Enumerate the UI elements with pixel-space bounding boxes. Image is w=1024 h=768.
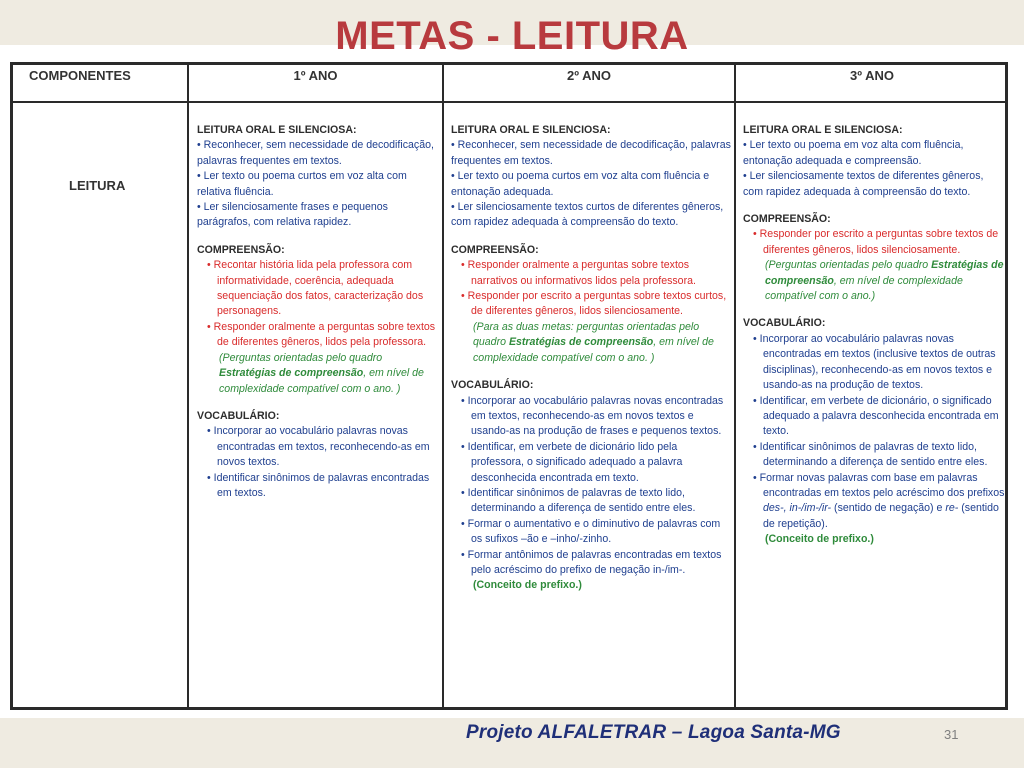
section-vocabulario: VOCABULÁRIO: [197, 409, 280, 422]
list-item: • Formar antônimos de palavras encontradas em textos pelo acréscimo do prefixo de negação in-/im-. [461, 548, 722, 576]
component-leitura: LEITURA [69, 178, 126, 193]
section-vocabulario: VOCABULÁRIO: [451, 379, 534, 392]
list-item: • Responder por escrito a perguntas sobre textos curtos, de diferentes gêneros, lidos silenciosamente. [461, 290, 727, 318]
list-item: • Identificar, em verbete de dicionário lido pela professora, o significado adequado a palavra desconhecida encontrada em texto. [461, 440, 683, 484]
note: (Perguntas orientadas pelo quadro Estratégias de compreensão, em nível de complexidade compatível com o ano. ) [219, 351, 424, 395]
list-item: • Ler silenciosamente textos de diferentes gêneros, com rapidez adequada à compreensão do texto. [743, 170, 984, 198]
list-item: • Reconhecer, sem necessidade de decodificação, palavras frequentes em textos. [451, 139, 731, 167]
note: (Conceito de prefixo.) [473, 579, 582, 592]
header-componentes: COMPONENTES [29, 68, 131, 83]
column-divider-1 [187, 65, 189, 707]
footer-project: Projeto ALFALETRAR – Lagoa Santa-MG [466, 722, 841, 743]
list-item: • Formar novas palavras com base em palavras encontradas em textos pelo acréscimo dos prefixos des-, in-/im-/ir- (sentido de negação) e re- (sentido de repetição). [753, 471, 1005, 530]
list-item: • Responder por escrito a perguntas sobre textos de diferentes gêneros, lidos silenciosamente. [753, 228, 999, 256]
section-compreensao: COMPREENSÃO: [451, 243, 539, 256]
list-item: • Reconhecer, sem necessidade de decodificação, palavras frequentes em textos. [197, 139, 434, 167]
column-divider-3 [734, 65, 736, 707]
list-item: • Ler silenciosamente textos curtos de diferentes gêneros, com rapidez adequada à compreensão do texto. [451, 201, 724, 229]
section-leitura-oral: LEITURA ORAL E SILENCIOSA: [197, 124, 357, 136]
section-leitura-oral: LEITURA ORAL E SILENCIOSA: [451, 124, 611, 136]
list-item: • Incorporar ao vocabulário palavras novas encontradas em textos, reconhecendo-as em novos textos e usando-as na produção de frases e pequenos textos. [461, 394, 724, 438]
header-ano-3: 3º ANO [850, 68, 894, 83]
goals-table [10, 62, 1008, 710]
section-leitura-oral: LEITURA ORAL E SILENCIOSA: [743, 124, 903, 136]
header-ano-1: 1º ANO [293, 68, 338, 83]
section-compreensao: COMPREENSÃO: [743, 213, 831, 226]
list-item: • Identificar sinônimos de palavras encontradas em textos. [207, 471, 430, 499]
list-item: • Identificar, em verbete de dicionário, o significado adequado a palavra desconhecida encontrada em texto. [753, 394, 999, 438]
note: (Para as duas metas: perguntas orientadas pelo quadro Estratégias de compreensão, em nível de complexidade compatível com o ano. ) [473, 320, 714, 364]
header-ano-2: 2º ANO [567, 68, 611, 83]
list-item: • Ler silenciosamente frases e pequenos parágrafos, com relativa rapidez. [197, 201, 388, 229]
column-ano-3 [743, 123, 1005, 548]
list-item: • Ler texto ou poema curtos em voz alta com relativa fluência. [197, 170, 407, 198]
page-number: 31 [944, 727, 959, 742]
list-item: • Responder oralmente a perguntas sobre textos de diferentes gêneros, lidos pela professora. [207, 320, 436, 349]
column-ano-2 [451, 123, 733, 594]
slide-title: METAS - LEITURA [335, 14, 689, 58]
note: (Conceito de prefixo.) [765, 533, 874, 546]
list-item: • Ler texto ou poema curtos em voz alta com fluência e entonação adequada. [451, 170, 710, 198]
column-divider-2 [442, 65, 444, 707]
list-item: • Ler texto ou poema em voz alta com fluência, entonação adequada e compreensão. [743, 139, 964, 167]
list-item: • Incorporar ao vocabulário palavras novas encontradas em textos, reconhecendo-as em novos textos. [207, 425, 430, 469]
list-item: • Identificar sinônimos de palavras de texto lido, determinando a diferença de sentido entre eles. [461, 486, 696, 515]
section-vocabulario: VOCABULÁRIO: [743, 317, 826, 330]
list-item: • Identificar sinônimos de palavras de texto lido, determinando a diferença de sentido entre eles. [753, 440, 988, 469]
column-ano-1 [197, 123, 439, 501]
list-item: • Recontar história lida pela professora com informatividade, coerência, adequada sequenciação dos fatos, caracterização dos personagens. [207, 259, 424, 318]
list-item: • Responder oralmente a perguntas sobre textos narrativos ou informativos lidos pela professora. [461, 259, 696, 287]
note: (Perguntas orientadas pelo quadro Estratégias de compreensão, em nível de complexidade compatível com o ano.) [765, 259, 1004, 303]
list-item: • Incorporar ao vocabulário palavras novas encontradas em textos (inclusive textos de outras disciplinas), reconhecendo-as em novos textos e usando-as na produção de textos. [753, 332, 996, 392]
list-item: • Formar o aumentativo e o diminutivo de palavras com os sufixos –ão e –inho/-zinho. [461, 517, 721, 546]
header-divider [13, 101, 1005, 103]
section-compreensao: COMPREENSÃO: [197, 243, 285, 256]
